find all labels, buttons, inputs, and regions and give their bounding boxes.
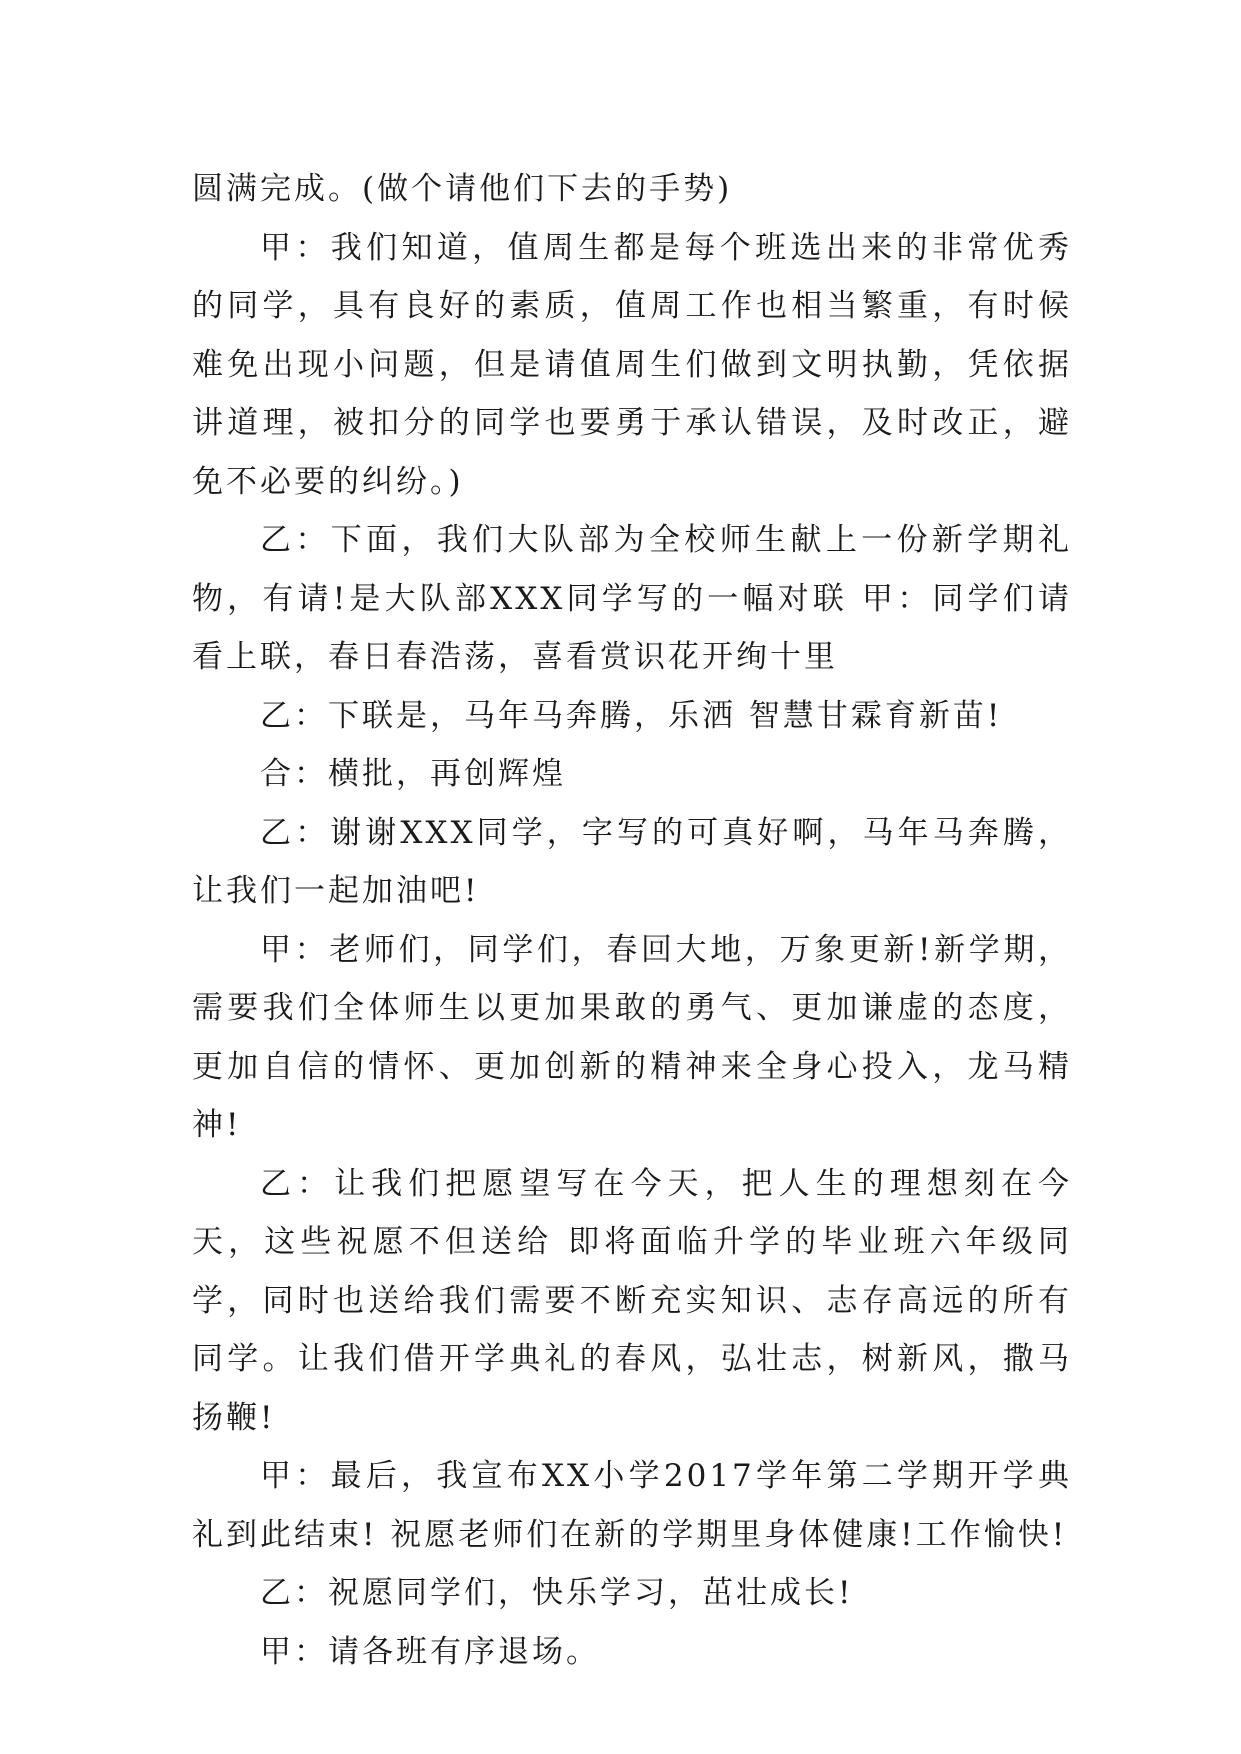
document-body bbox=[192, 160, 1072, 1681]
paragraph-yi-blessing: 乙：祝愿同学们，快乐学习，茁壮成长! bbox=[260, 1575, 854, 1611]
paragraph-jia-closing: 甲：最后，我宣布XX小学2017学年第二学期开学典礼到此结束! 祝愿老师们在新的学期里身体健康!工作愉快! bbox=[192, 1458, 1072, 1553]
paragraph-jia-new-semester: 甲：老师们，同学们，春回大地，万象更新!新学期，需要我们全体师生以更加果敢的勇气、更加谦虚的态度，更加自信的情怀、更加创新的精神来全身心投入，龙马精神! bbox=[192, 931, 1072, 1143]
paragraph-yi-thanks: 乙：谢谢XXX同学，字写的可真好啊，马年马奔腾，让我们一起加油吧! bbox=[192, 814, 1072, 909]
paragraph-yi-wishes: 乙：让我们把愿望写在今天，把人生的理想刻在今天，这些祝愿不但送给 即将面临升学的毕业班六年级同学，同时也送给我们需要不断充实知识、志存高远的所有同学。让我们借开学典礼的春风，弘壮志，树新风，撒马扬鞭! bbox=[192, 1165, 1072, 1436]
paragraph-jia-duty-students: 甲：我们知道，值周生都是每个班选出来的非常优秀的同学，具有良好的素质，值周工作也相当繁重，有时候难免出现小问题，但是请值周生们做到文明执勤，凭依据讲道理，被扣分的同学也要勇于承认错误，及时改正，避免不必要的纠纷。) bbox=[192, 229, 1072, 500]
paragraph-together-banner: 合：横批，再创辉煌 bbox=[260, 756, 566, 792]
paragraph-yi-gift-couplet: 乙：下面，我们大队部为全校师生献上一份新学期礼物，有请!是大队部XXX同学写的一幅对联 甲：同学们请看上联，春日春浩荡，喜看赏识花开绚十里 bbox=[192, 522, 1072, 675]
paragraph-yi-second-line: 乙：下联是，马年马奔腾，乐洒 智慧甘霖育新苗! bbox=[260, 697, 1003, 734]
paragraph-jia-dismissal: 甲：请各班有序退场。 bbox=[260, 1633, 600, 1670]
paragraph-continuation: 圆满完成。(做个请他们下去的手势) bbox=[192, 171, 733, 207]
